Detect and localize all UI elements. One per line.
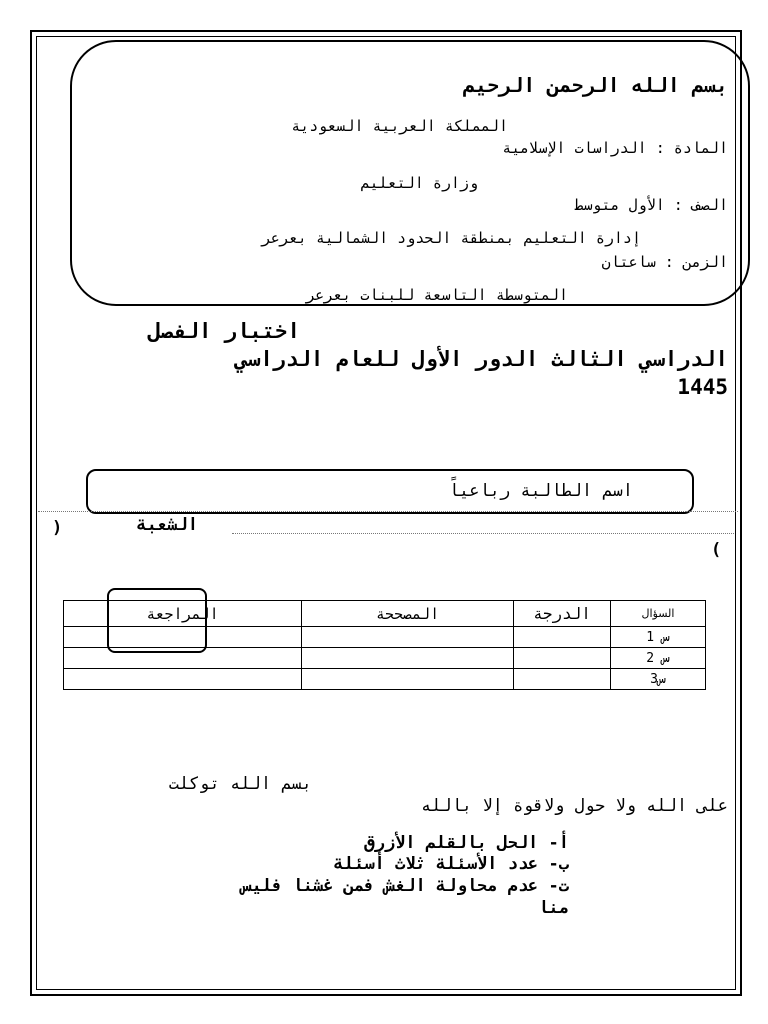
instruction-item: ب- عدد الأسئلة ثلاث أسئلة (333, 854, 569, 874)
student-name-label: اسم الطالبة رباعياً (448, 481, 633, 501)
instruction-item: أ- الحل بالقلم الأزرق (364, 833, 569, 853)
instruction-item: ت- عدم محاولة الغش فمن غشنا فليس (241, 876, 569, 896)
school-label: المتوسطة التاسعة للبنات بعرعر (306, 286, 568, 304)
score-cell[interactable] (514, 648, 611, 669)
grade-label: الصف : الأول متوسط (574, 196, 728, 214)
section-open-paren: ( (52, 518, 63, 538)
section-dotted-line (232, 533, 734, 534)
intro-line1: بسم الله توكلت (168, 774, 312, 794)
table-row (64, 669, 706, 690)
header-score: الدرجة (514, 601, 611, 627)
header-corrector: المصححة (302, 601, 514, 627)
intro-line2: على الله ولا حول ولاقوة إلا بالله (420, 796, 728, 816)
question-cell: س3 (611, 669, 706, 690)
review-cell[interactable] (64, 669, 302, 690)
corrector-cell[interactable] (302, 669, 514, 690)
question-cell: س 1 (611, 627, 706, 648)
kingdom-label: المملكة العربية السعودية (291, 117, 508, 135)
exam-title-line2: الدراسي الثالث الدور الأول للعام الدراسي (234, 347, 728, 371)
question-cell: س 2 (611, 648, 706, 669)
instruction-item: منا (538, 898, 569, 918)
time-label: الزمن : ساعتان (601, 253, 728, 271)
exam-title-line1: اختبار الفصل (148, 319, 300, 343)
score-cell[interactable] (514, 627, 611, 648)
basmala: بسم الله الرحمن الرحيم (463, 73, 728, 97)
subject-label: المادة : الدراسات الإسلامية (502, 139, 728, 157)
exam-year: 1445 (677, 375, 728, 399)
score-cell[interactable] (514, 669, 611, 690)
review-highlight-box (107, 588, 207, 653)
header-question: السؤال (611, 601, 706, 627)
administration-label: إدارة التعليم بمنطقة الحدود الشمالية بعرعر (261, 229, 641, 247)
corrector-cell[interactable] (302, 627, 514, 648)
corrector-cell[interactable] (302, 648, 514, 669)
section-close-paren: ) (711, 540, 722, 560)
header-review: المراجعة (64, 601, 302, 627)
section-label: الشعبة (136, 515, 198, 535)
ministry-label: وزارة التعليم (360, 174, 478, 192)
name-dotted-line (38, 511, 738, 512)
